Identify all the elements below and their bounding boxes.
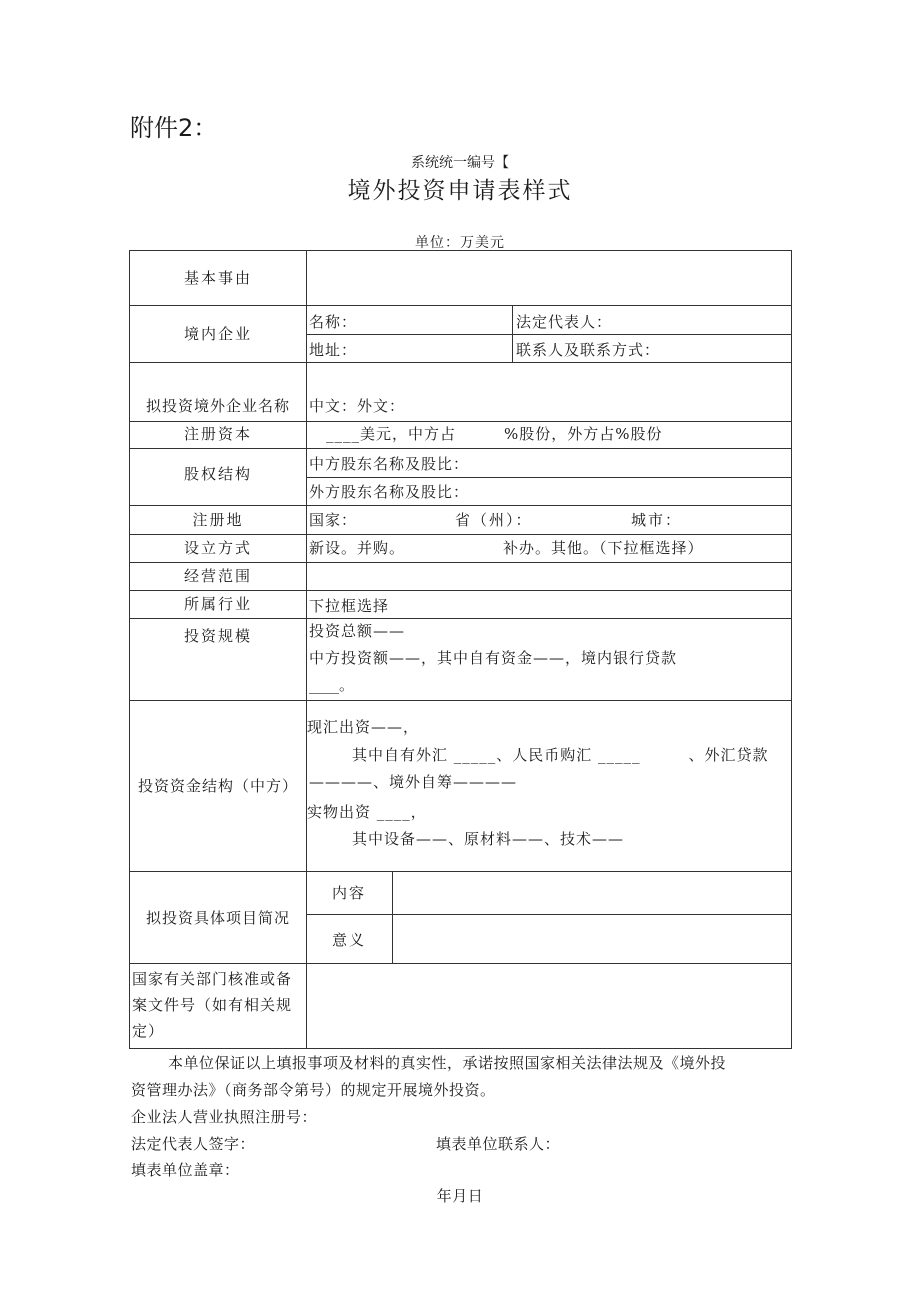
row-divider: [130, 562, 791, 563]
registered-place-label: 注册地: [192, 511, 244, 529]
statement-line2: 资管理办法》（商务部令第号）的规定开展境外投资。: [131, 1081, 496, 1099]
overseas-self-raised-field[interactable]: ————、境外自筹————: [309, 773, 518, 791]
project-row-divider: [306, 914, 791, 915]
country-field[interactable]: 国家：: [309, 511, 358, 529]
project-subdivider: [392, 871, 393, 963]
legal-rep-signature-field[interactable]: 法定代表人签字：: [131, 1135, 256, 1153]
row-divider: [130, 700, 791, 701]
establishment-label: 设立方式: [183, 539, 252, 557]
province-field[interactable]: 省（州）：: [455, 511, 533, 529]
row-divider: [130, 362, 791, 363]
column-divider: [306, 251, 307, 1048]
row-divider: [130, 421, 791, 422]
enterprise-name-field[interactable]: 名称：: [309, 313, 358, 331]
approval-doc-label-line2: 案文件号（如有相关规: [132, 996, 293, 1014]
contact-field[interactable]: 联系人及联系方式：: [516, 341, 661, 359]
domestic-enterprise-label: 境内企业: [183, 325, 252, 343]
row-divider: [130, 305, 791, 306]
business-scope-label: 经营范围: [183, 567, 252, 585]
investment-scale-label: 投资规模: [183, 627, 252, 645]
row-divider: [130, 534, 791, 535]
total-investment-field[interactable]: 投资总额——: [309, 622, 406, 640]
unit-label: 单位：万美元: [415, 235, 505, 251]
form-contact-person-field[interactable]: 填表单位联系人：: [436, 1135, 561, 1153]
forex-breakdown-field[interactable]: 其中自有外汇 _____、人民币购汇 _____ 、外汇贷款: [352, 746, 769, 764]
establishment-dropdown[interactable]: 补办。其他。（下拉框选择）: [503, 539, 704, 557]
statement-line1: 本单位保证以上填报事项及材料的真实性，承诺按照国家相关法律法规及《境外投: [168, 1054, 727, 1072]
registered-capital-label: 注册资本: [183, 425, 252, 443]
legal-rep-field[interactable]: 法定代表人：: [516, 313, 613, 331]
in-kind-contribution-field[interactable]: 实物出资 ____，: [307, 803, 427, 821]
attachment-label: 附件2：: [130, 114, 218, 142]
cash-contribution-field[interactable]: 现汇出资——，: [307, 718, 420, 736]
capital-structure-label: 投资资金结构（中方）: [137, 777, 298, 795]
chinese-shareholders-field[interactable]: 中方股东名称及股比：: [309, 455, 470, 473]
row-divider: [130, 590, 791, 591]
project-overview-label: 拟投资具体项目简况: [145, 909, 290, 927]
application-form: [129, 250, 792, 1049]
enterprise-row-divider: [306, 334, 791, 335]
row-divider: [130, 618, 791, 619]
registered-capital-field[interactable]: ____美元，中方占 %股份，外方占%股份: [326, 425, 663, 443]
approval-doc-label-line1: 国家有关部门核准或备: [132, 970, 293, 988]
row-divider: [130, 505, 791, 506]
overseas-name-label: 拟投资境外企业名称: [145, 397, 290, 415]
industry-label: 所属行业: [183, 595, 252, 613]
enterprise-address-field[interactable]: 地址：: [309, 341, 358, 359]
chinese-investment-field[interactable]: 中方投资额——，其中自有资金——，境内银行贷款: [309, 649, 678, 667]
date-field[interactable]: 年月日: [436, 1187, 484, 1205]
bank-loan-field[interactable]: ____。: [309, 676, 355, 694]
license-number-field[interactable]: 企业法人营业执照注册号：: [131, 1108, 318, 1126]
system-number: 系统统一编号【: [411, 155, 509, 171]
overseas-name-field[interactable]: 中文：外文：: [309, 397, 406, 415]
equity-structure-label: 股权结构: [183, 465, 252, 483]
project-significance-label: 意义: [331, 931, 366, 949]
row-divider: [130, 871, 791, 872]
in-kind-breakdown-field[interactable]: 其中设备——、原材料——、技术——: [352, 830, 625, 848]
industry-dropdown[interactable]: 下拉框选择: [309, 597, 390, 615]
city-field[interactable]: 城市：: [631, 511, 683, 529]
company-seal-field[interactable]: 填表单位盖章：: [131, 1161, 240, 1179]
row-divider: [130, 963, 791, 964]
basic-reason-label: 基本事由: [183, 269, 252, 287]
foreign-shareholders-field[interactable]: 外方股东名称及股比：: [309, 483, 470, 501]
approval-doc-label-line3: 定）: [132, 1022, 165, 1040]
project-content-label: 内容: [331, 884, 366, 902]
equity-row-divider: [306, 477, 791, 478]
page-title: 境外投资申请表样式: [347, 178, 573, 204]
row-divider: [130, 448, 791, 449]
establishment-options[interactable]: 新设。并购。: [309, 539, 406, 557]
